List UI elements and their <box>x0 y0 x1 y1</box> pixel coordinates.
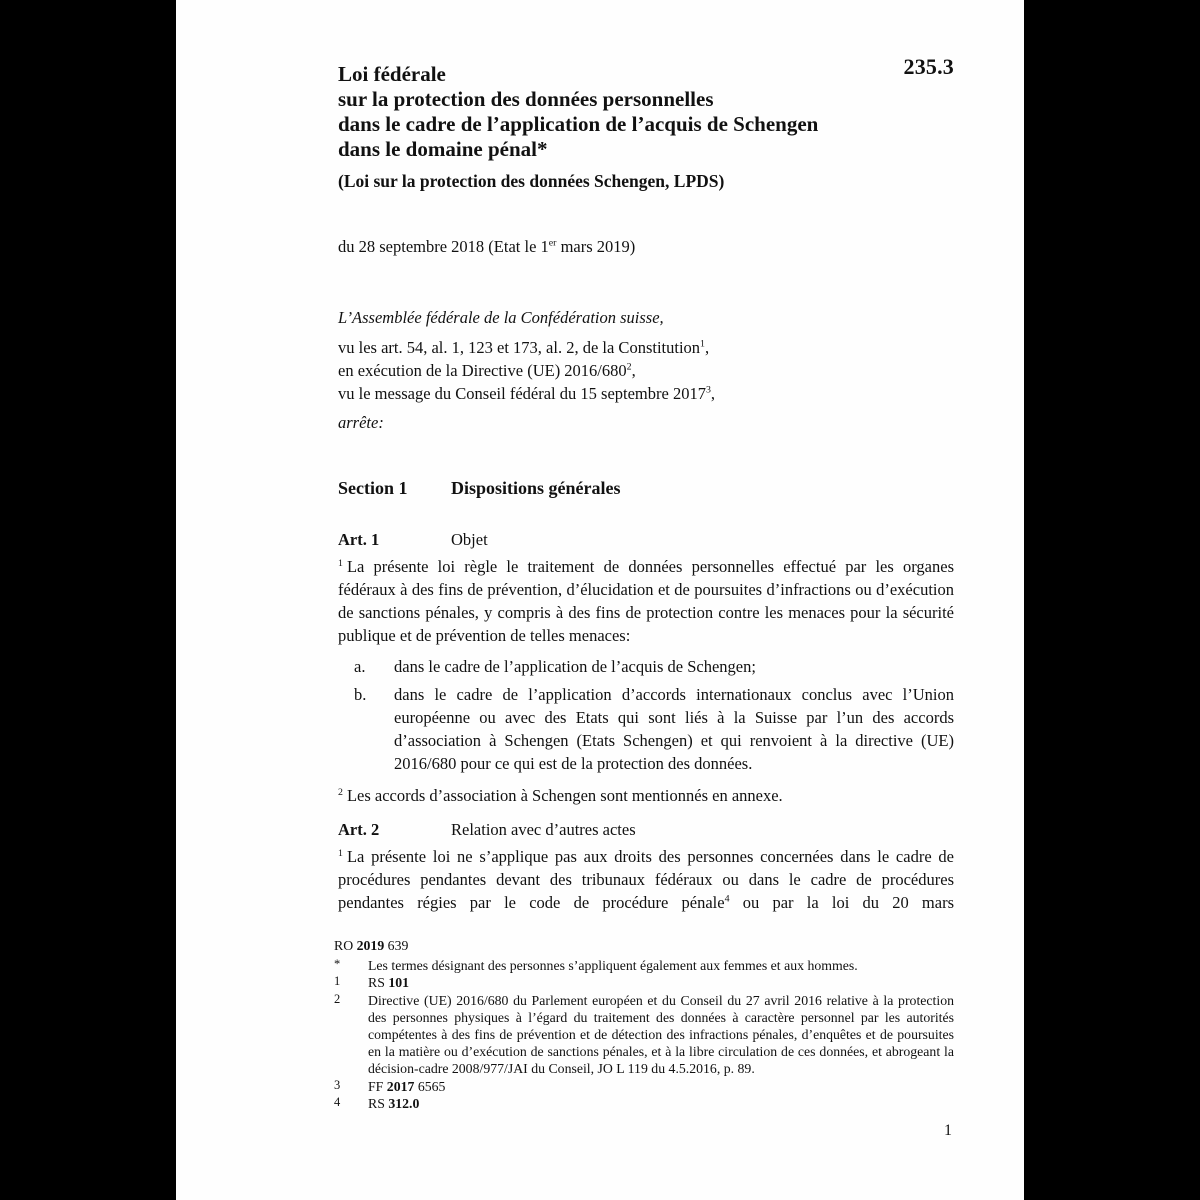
document-subtitle: (Loi sur la protection des données Schengen, LPDS) <box>338 171 725 191</box>
date-text-end: mars 2019) <box>556 237 636 256</box>
footnote-3-number: 6565 <box>414 1078 446 1094</box>
law-reference-number: 235.3 <box>903 54 954 79</box>
footnote-3 <box>334 1078 954 1095</box>
recital-1 <box>338 336 954 359</box>
document-title-line-4: dans le domaine pénal* <box>338 137 548 161</box>
footnote-1-number: 101 <box>388 975 410 991</box>
footnote-4-text <box>368 1095 954 1112</box>
preamble-decree: arrête: <box>338 413 384 432</box>
recital-2-text: en exécution de la Directive (UE) 2016/680 <box>338 361 627 380</box>
footnote-star-text: Les termes désignant des personnes s’appliquent également aux femmes et aux hommes. <box>368 958 858 974</box>
footnote-ref-2: 2 <box>626 361 632 373</box>
footnote-2-marker: 2 <box>334 991 341 1006</box>
paragraph-number: 1 <box>338 557 343 569</box>
ro-prefix: RO <box>334 938 357 953</box>
date-line <box>338 237 954 257</box>
recital-3-end: , <box>710 384 716 403</box>
article-1-paragraph-1 <box>338 555 954 647</box>
footnote-3-prefix: FF <box>368 1078 387 1094</box>
paragraph-text: Les accords d’association à Schengen sont mentionnés en annexe. <box>346 786 783 805</box>
article-1-title: Objet <box>451 530 488 549</box>
preamble-authority: L’Assemblée fédérale de la Confédération suisse, <box>338 308 664 327</box>
recital-3 <box>338 382 954 405</box>
section-1-heading <box>338 478 954 499</box>
preamble <box>338 306 954 434</box>
footnote-2 <box>334 992 954 1078</box>
footnote-star <box>334 957 954 974</box>
footnote-3-year: 2017 <box>386 1078 415 1094</box>
article-1-list <box>338 655 954 775</box>
recital-2-end: , <box>631 361 636 380</box>
list-item-b-marker: b. <box>354 685 367 704</box>
list-item-a-marker: a. <box>354 657 366 676</box>
article-1-label: Art. 1 <box>338 530 380 549</box>
recital-1-end: , <box>704 338 710 357</box>
footnote-2-text: Directive (UE) 2016/680 du Parlement européen et du Conseil du 27 avril 2016 relative à la protection des personnes physiques à l’égard du traitement des données à caractère personnel par les autorités compétentes à des fins de prévention et de détection des infractions pénales, d’enquêtes et de poursuites en la matière ou d’exécution de sanctions pénales, et à la libre circulation de ces données, et abrogeant la décision-cadre 2008/977/JAI du Conseil, JO L 119 du 4.5.2016, p. 89. <box>368 992 954 1077</box>
article-1-heading <box>338 530 954 550</box>
article-2-paragraph-1 <box>338 845 954 914</box>
ro-reference <box>334 937 954 954</box>
footnote-1-text <box>368 974 954 991</box>
footnote-1-prefix: RS <box>368 975 389 991</box>
date-superscript: er <box>548 237 557 249</box>
ro-year: 2019 <box>356 938 385 953</box>
recital-1-text: vu les art. 54, al. 1, 123 et 173, al. 2, de la Constitution <box>338 338 701 357</box>
document-title-line-3: dans le cadre de l’application de l’acquis de Schengen <box>338 112 819 136</box>
footnote-1 <box>334 974 954 991</box>
paragraph-text-end: ou par la loi du 20 mars <box>729 893 954 912</box>
footnotes <box>334 937 954 1112</box>
list-item-b-text: dans le cadre de l’application d’accords internationaux conclus avec l’Union européenne ou avec des Etats qui sont liés à la Suisse par l’un des accords d’association à Schengen (Etats Schengen) et qui renvoient à la directive (UE) 2016/680 pour ce qui est de la protection des données. <box>394 685 954 773</box>
paragraph-text: La présente loi règle le traitement de données personnelles effectué par les organes fédéraux à des fins de prévention, d’élucidation et de poursuites d’infractions ou d’exécution de sanctions pénales, y compris à des fins de protection contre les menaces pour la sécurité publique et de prévention de telles menaces: <box>338 557 954 645</box>
footnote-1-marker: 1 <box>334 974 341 989</box>
section-1-label: Section 1 <box>338 478 408 498</box>
section-1-title: Dispositions générales <box>451 478 621 498</box>
list-item-a <box>338 655 954 678</box>
date-text: du 28 septembre 2018 (Etat le 1 <box>338 237 549 256</box>
paragraph-number: 1 <box>338 847 343 859</box>
footnote-ref-4: 4 <box>724 893 730 905</box>
footnote-star-marker: * <box>334 957 341 972</box>
document-title <box>338 0 954 162</box>
list-item-b <box>338 683 954 775</box>
document-title-line-2: sur la protection des données personnelles <box>338 87 714 111</box>
article-2-label: Art. 2 <box>338 820 380 839</box>
document-title-line-1: Loi fédérale <box>338 62 446 86</box>
page-number: 1 <box>944 1122 952 1139</box>
paragraph-number: 2 <box>338 786 343 798</box>
footnote-3-text <box>368 1078 954 1095</box>
footnote-4-number: 312.0 <box>388 1095 420 1111</box>
paragraph-text: La présente loi ne s’applique pas aux droits des personnes concernées dans le cadre de procédures pendantes devant des tribunaux fédéraux ou dans le cadre de procédures pendantes régies par le code de procédure pénale <box>338 847 954 912</box>
footnote-ref-1: 1 <box>700 338 705 350</box>
recital-2 <box>338 359 954 382</box>
ro-number: 639 <box>384 938 409 953</box>
footnote-4 <box>334 1095 954 1112</box>
footnote-4-marker: 4 <box>334 1094 341 1109</box>
footnote-ref-3: 3 <box>705 384 711 396</box>
footnote-4-prefix: RS <box>368 1095 389 1111</box>
article-2-title: Relation avec d’autres actes <box>451 820 636 839</box>
footnote-3-marker: 3 <box>334 1077 341 1092</box>
article-2-heading <box>338 820 954 840</box>
article-1-paragraph-2 <box>338 784 954 807</box>
recital-3-text: vu le message du Conseil fédéral du 15 septembre 2017 <box>338 384 706 403</box>
list-item-a-text: dans le cadre de l’application de l’acquis de Schengen; <box>394 657 756 676</box>
document-page <box>176 0 1024 1200</box>
